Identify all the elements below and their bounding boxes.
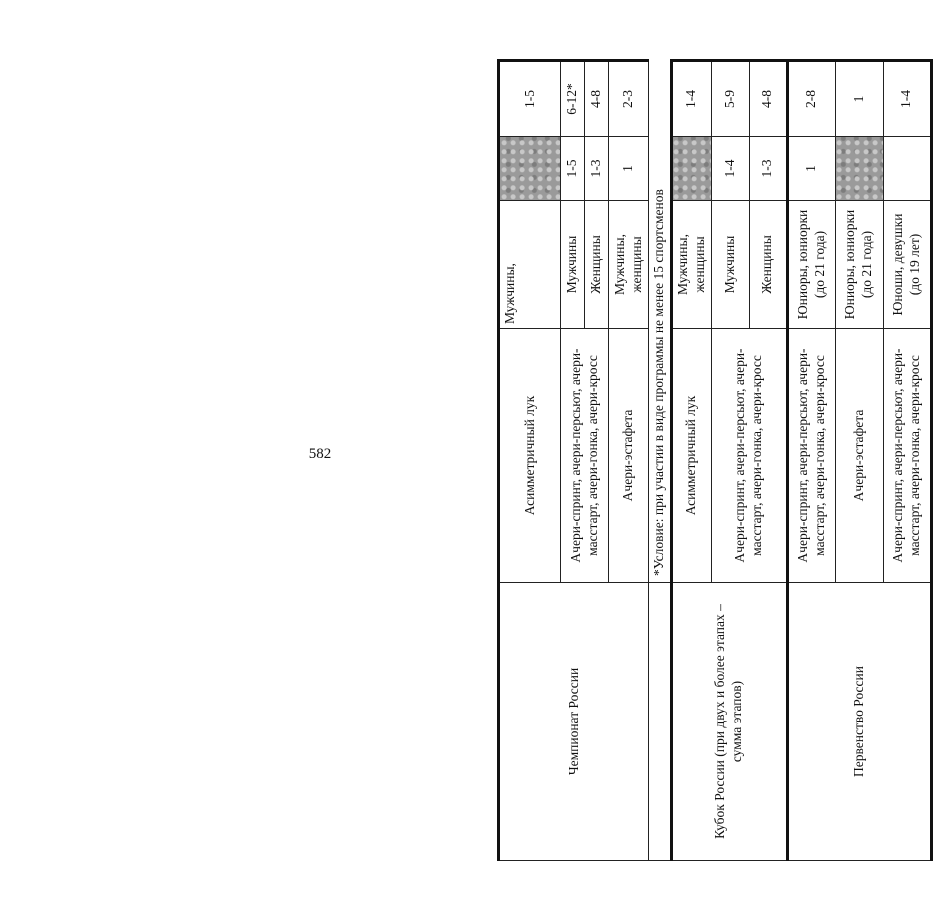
places-cell: 4-8: [749, 61, 787, 137]
result-cell: 1: [609, 137, 649, 201]
discipline-cell: Асимметричный лук: [499, 329, 561, 583]
page-number: 582: [308, 446, 332, 462]
category-cell: Женщины: [749, 201, 787, 329]
places-cell: 1: [835, 61, 883, 137]
category-cell: Юниоры, юниорки (до 21 года): [787, 201, 835, 329]
category-cell: Мужчины: [561, 201, 585, 329]
discipline-cell: Ачери-спринт, ачери-персьют, ачери-масстарт, ачери-гонка, ачери-кросс: [787, 329, 835, 583]
category-cell: Юниоры, юниорки (до 21 года): [835, 201, 883, 329]
category-cell: Мужчины, женщины: [671, 201, 711, 329]
places-cell: 1-4: [671, 61, 711, 137]
category-cell: Юноши, девушки (до 19 лет): [883, 201, 931, 329]
places-cell: 2-8: [787, 61, 835, 137]
table-row: [787, 61, 835, 861]
discipline-cell: Ачери-спринт, ачери-персьют, ачери-масстарт, ачери-гонка, ачери-кросс: [711, 329, 787, 583]
result-cell: 1-5: [561, 137, 585, 201]
result-cell: 1-3: [749, 137, 787, 201]
result-cell: [883, 137, 931, 201]
table-row: [649, 61, 672, 861]
discipline-cell: Ачери-спринт, ачери-персьют, ачери-масстарт, ачери-гонка, ачери-кросс: [561, 329, 609, 583]
discipline-cell: Ачери-эстафета: [609, 329, 649, 583]
shaded-cell: [671, 137, 711, 201]
discipline-cell: Ачери-эстафета: [835, 329, 883, 583]
category-cell: Мужчины: [711, 201, 749, 329]
category-cell: Мужчины, женщины: [609, 201, 649, 329]
result-cell: 1: [787, 137, 835, 201]
discipline-cell: Асимметричный лук: [671, 329, 711, 583]
note-spacer: [649, 583, 672, 861]
table-row: [499, 61, 561, 861]
places-cell: 2-3: [609, 61, 649, 137]
places-cell: 4-8: [585, 61, 609, 137]
places-cell: 5-9: [711, 61, 749, 137]
shaded-cell: [499, 137, 561, 201]
table-row: [671, 61, 711, 861]
note-text: *Условие: при участии в виде программы не менее 15 спортсменов: [649, 61, 672, 583]
competition-cell: Кубок России (при двух и более этапах – сумма этапов): [671, 583, 787, 861]
competition-cell: Первенство России: [787, 583, 931, 861]
discipline-cell: Ачери-спринт, ачери-персьют, ачери-масстарт, ачери-гонка, ачери-кросс: [883, 329, 931, 583]
shaded-cell: [835, 137, 883, 201]
competition-cell: Чемпионат России: [499, 583, 649, 861]
result-cell: 1-3: [585, 137, 609, 201]
places-cell: 6-12*: [561, 61, 585, 137]
places-cell: 1-4: [883, 61, 931, 137]
category-cell: Мужчины,: [499, 201, 561, 329]
sports-ranking-table: [497, 59, 933, 861]
places-cell: 1-5: [499, 61, 561, 137]
result-cell: 1-4: [711, 137, 749, 201]
rotated-table-container: [497, 61, 937, 861]
category-cell: Женщины: [585, 201, 609, 329]
